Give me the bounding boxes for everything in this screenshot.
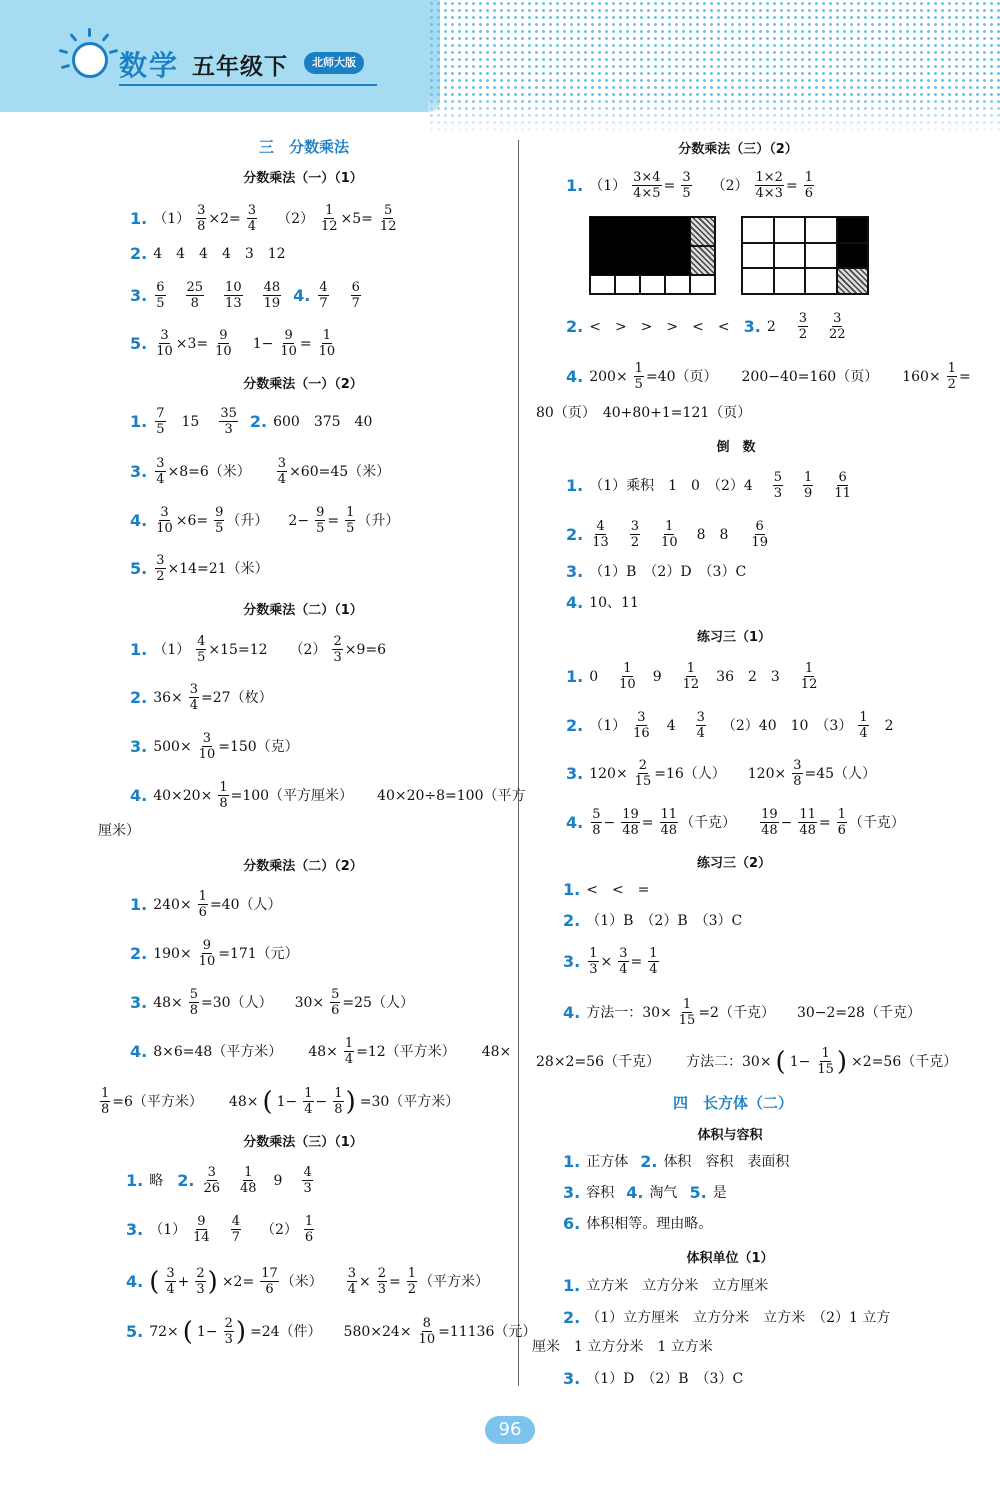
answer-line: 2. 4 4 4 4 3 12 [130,244,286,263]
answer-line: 1. （1） $\frac{4}{5}$ ×15=12 （2） $\frac{2}{3}$ ×9=6 [130,634,386,665]
answer-line: 4. 10、11 [566,593,639,612]
answer-line: 1. 0 1 10 9 1 12 36 2 3 1 12 [566,661,818,692]
fraction: $\frac{5}{6}$ [331,987,340,1018]
fraction: 4 13 [592,519,609,550]
answer-line: 3. 48× $\frac{5}{8}$ =30（人） 30× $\frac{5}{6}$ =25（人） [130,987,414,1018]
fraction: 5 8 [592,807,601,838]
section-title: 分数乘法（三）（1） [243,1135,363,1150]
answer-line: 3. 6 5 25 8 10 13 48 19 4. 4 7 6 7 [130,280,360,311]
fraction: $\frac{1}{4}$ [304,1086,313,1117]
answer-line: 2. 36× $\frac{3}{4}$ =27（枚） [130,682,273,713]
fraction: $\frac{1}{8}$ [101,1086,110,1117]
chapter-title: 三 分数乘法 [258,138,350,156]
fraction: 3 26 [203,1165,220,1196]
section-title: 分数乘法（一）（1） [243,171,363,186]
answer-line: 5. 72× ( 1− $\frac{2}{3}$ ) =24（件） 580×24× $\frac{8}{10}$ =11136（元） [126,1316,537,1347]
page-number: 96 [485,1416,535,1444]
fraction: $\frac{1}{15}$ [817,1046,834,1077]
fraction: 3 2 [630,519,640,550]
fraction: $\frac{9}{5}$ [215,505,224,536]
answer-line: 3. 120× $\frac{2}{15}$ =16（人） 120× $\frac{3}{8}$ =45（人） [566,758,877,789]
answer-line: 4. 方法一：30× $\frac{1}{15}$ =2（千克） 30−2=28（千克） [563,997,921,1028]
fraction: 4 7 [231,1214,240,1245]
fraction: 5 3 [773,470,783,501]
answer-line: 4. 5 8 − $\frac{19}{48}$ = $\frac{11}{48}$ （千克） 19 48 − $\frac{11}{48}$ = $\frac{1}{6}$ （千克） [566,807,905,838]
answer-line: 1. 7 5 15 35 3 2. 600 375 40 [130,406,373,437]
section-title: 体积与容积 [697,1128,763,1143]
fraction: $\frac{3}{10}$ [156,505,173,536]
column-divider [518,140,519,1386]
fraction: 3 2 [798,311,808,342]
fraction: 4 7 [319,280,328,311]
answer-line: 3. （1） 9 14 4 7 （2） 1 6 [126,1214,314,1245]
fraction: $\frac{1}{8}$ [334,1086,343,1117]
fraction: 1 48 [239,1165,257,1196]
fraction: 9 14 [193,1214,210,1245]
fraction: 19 48 [761,807,778,838]
fraction: 1 10 [661,519,678,550]
answer-line: 厘米 1 立方分米 1 立方米 [532,1339,713,1355]
fraction: $\frac{1}{6}$ [837,807,846,838]
shaded-grid-figure-2 [741,216,869,295]
section-title: 倒 数 [716,440,756,455]
fraction: $\frac{1}{3}$ [589,946,598,977]
fraction: $\frac{3}{2}$ [156,553,165,584]
answer-line: 3. （1）D （2）B （3）C [563,1369,744,1388]
answer-line: 2. （1）B （2）B （3）C [563,911,743,930]
fraction: $\frac{1\times 2}{4\times 3}$ [755,170,783,201]
fraction: $\frac{9}{10}$ [198,938,216,969]
section-title: 分数乘法（一）（2） [243,377,363,392]
fraction: 48 19 [263,280,281,311]
fraction: 3 4 [696,710,705,741]
fraction: $\frac{3}{4}$ [277,456,287,487]
fraction: 6 5 [156,280,165,311]
fraction: $\frac{5}{8}$ [189,987,199,1018]
answer-line: 5. $\frac{3}{2}$ ×14=21（米） [130,553,269,584]
fraction: $\frac{3}{4}$ [247,203,257,234]
section-title: 分数乘法（三）（2） [678,142,798,157]
fraction: $\frac{4}{5}$ [197,634,206,665]
fraction: $\frac{3}{10}$ [156,328,173,359]
section-title: 练习三（1） [696,630,772,645]
fraction: $\frac{1}{2}$ [947,361,956,392]
fraction: $\frac{11}{48}$ [799,807,816,838]
answer-line: 1. （1） $\frac{3}{8}$ ×2= $\frac{3}{4}$ （2） $\frac{1}{12}$ ×5= $\frac{5}{12}$ [130,203,397,234]
answer-line: 4. 200× $\frac{1}{5}$ =40（页） 200−40=160（页） 160× $\frac{1}{2}$ = [566,361,971,392]
fraction: 3 4 [166,1266,175,1297]
answer-line: 1. 略 2. 3 26 1 48 9 4 3 [126,1165,312,1196]
fraction: 25 8 [186,280,204,311]
fraction: $\frac{2}{15}$ [634,758,652,789]
answer-line: 2. 4 13 3 2 1 10 8 8 6 19 [566,519,768,550]
answer-line: 1. < < = [563,880,650,899]
answer-line: 3. 500× $\frac{3}{10}$ =150（克） [130,731,299,762]
header-dot-fade [428,96,1000,136]
answer-line: 1. 正方体 2. 体积 容积 表面积 [563,1152,790,1171]
fraction: 1 9 [804,470,813,501]
answer-line: 2. < > > > < < 3. 2 3 2 3 22 [566,311,846,342]
fraction: 7 5 [156,406,165,437]
fraction: $\frac{1}{6}$ [804,170,813,201]
answer-line: 1. （1） $\frac{3\times 4}{4\times 5}$ = $\frac{3}{5}$ （2） $\frac{1\times 2}{4\times 3}$ = $\frac{1}{6}$ [566,170,813,201]
header-underline [119,84,377,86]
fraction: $\frac{3}{10}$ [198,731,216,762]
fraction: $\frac{1}{8}$ [219,780,228,811]
fraction: $\frac{3\times 4}{4\times 5}$ [633,170,661,201]
fraction: 6 11 [834,470,851,501]
fraction: $\frac{3}{4}$ [189,682,199,713]
fraction: 1 4 [859,710,868,741]
fraction: $\frac{1}{6}$ [198,889,207,920]
answer-line: 5. $\frac{3}{10}$ ×3= $\frac{9}{10}$ 1− $\frac{9}{10}$ = $\frac{1}{10}$ [130,328,336,359]
answer-line: 3. $\frac{1}{3}$ × $\frac{3}{4}$ = $\frac{1}{4}$ [563,946,658,977]
answer-line: 厘米） [98,823,140,839]
fraction: 1 12 [800,661,818,692]
answer-line: 4. ( 3 4 + $\frac{2}{3}$ ) ×2= $\frac{17}{6}$ （米） $\frac{3}{4}$ × $\frac{2}{3}$ = $\frac{1}{2}$ （平方米） [126,1266,490,1297]
fraction: 6 7 [351,280,360,311]
fraction: $\frac{9}{10}$ [280,328,297,359]
fraction: 1 12 [682,661,700,692]
fraction: 35 3 [220,406,237,437]
fraction: $\frac{1}{2}$ [407,1266,417,1297]
fraction: $\frac{9}{10}$ [215,328,232,359]
fraction: 6 19 [751,519,768,550]
chapter-title: 四 长方体（二） [672,1094,794,1112]
fraction: $\frac{2}{3}$ [377,1266,387,1297]
answer-line: 3. $\frac{3}{4}$ ×8=6（米） $\frac{3}{4}$ ×60=45（米） [130,456,391,487]
answer-line: 2. （1） 3 16 4 3 4 （2）40 10 （3） 1 4 2 [566,710,894,741]
answer-line: 4. 40×20× $\frac{1}{8}$ =100（平方厘米） 40×20÷8=100（平方 [130,780,526,811]
answer-line: 2. 190× $\frac{9}{10}$ =171（元） [130,938,299,969]
fraction: 1 10 [619,661,636,692]
fraction: $\frac{3}{5}$ [682,170,691,201]
answer-line: 2. （1）立方厘米 立方分米 立方米 （2）1 立方 [563,1308,891,1327]
section-title: 分数乘法（二）（1） [243,603,363,618]
answer-line: 1. 240× $\frac{1}{6}$ =40（人） [130,889,282,920]
fraction: $\frac{2}{3}$ [196,1266,205,1297]
fraction: $\frac{11}{48}$ [660,807,678,838]
answer-line: 4. 8×6=48（平方米） 48× $\frac{1}{4}$ =12（平方米） 48× [130,1036,512,1067]
fraction: $\frac{5}{12}$ [379,203,397,234]
fraction: 3 16 [633,710,650,741]
answer-line: 80（页） 40+80+1=121（页） [536,405,752,421]
fraction: 4 3 [303,1165,312,1196]
fraction: $\frac{1}{10}$ [318,328,336,359]
answer-line: $\frac{1}{8}$ =6（平方米） 48× ( 1− $\frac{1}{4}$ − $\frac{1}{8}$ ) =30（平方米） [101,1086,460,1117]
section-title: 分数乘法（二）（2） [243,859,363,874]
fraction: $\frac{8}{10}$ [418,1316,436,1347]
section-title: 体积单位（1） [686,1251,774,1266]
fraction: $\frac{3}{4}$ [347,1266,357,1297]
fraction: $\frac{3}{4}$ [156,456,165,487]
fraction: $\frac{19}{48}$ [622,807,639,838]
fraction: 3 22 [829,311,846,342]
fraction: $\frac{1}{12}$ [321,203,338,234]
answer-line: 3. 容积 4. 淘气 5. 是 [563,1183,727,1202]
fraction: $\frac{3}{4}$ [619,946,628,977]
section-title: 练习三（2） [696,856,772,871]
fraction: $\frac{9}{5}$ [316,505,325,536]
fraction: $\frac{1}{5}$ [634,361,643,392]
fraction: 10 13 [225,280,242,311]
shaded-grid-figure-1 [589,216,716,295]
grade-title: 五年级下 [192,54,288,80]
edition-badge: 北师大版 [304,52,364,74]
fraction: $\frac{1}{4}$ [649,946,658,977]
subject-title: 数学 [119,49,180,82]
fraction: $\frac{2}{3}$ [224,1316,233,1347]
fraction: $\frac{1}{15}$ [678,997,696,1028]
fraction: $\frac{2}{3}$ [333,634,342,665]
fraction: $\frac{1}{4}$ [344,1036,354,1067]
answer-line: 1. （1）乘积 1 0 （2）4 5 3 1 9 6 11 [566,470,851,501]
fraction: $\frac{17}{6}$ [261,1266,278,1297]
answer-line: 3. （1）B （2）D （3）C [566,562,747,581]
fraction: 1 6 [304,1214,314,1245]
fraction: $\frac{3}{8}$ [793,758,802,789]
fraction: $\frac{3}{8}$ [197,203,206,234]
answer-line: 4. $\frac{3}{10}$ ×6= $\frac{9}{5}$ （升） 2− $\frac{9}{5}$ = $\frac{1}{5}$ （升） [130,505,400,536]
answer-line: 1. 立方米 立方分米 立方厘米 [563,1276,769,1295]
fraction: $\frac{1}{5}$ [346,505,355,536]
answer-line: 6. 体积相等。理由略。 [563,1214,713,1233]
answer-line: 28×2=56（千克） 方法二：30× ( 1− $\frac{1}{15}$ ) ×2=56（千克） [536,1046,958,1077]
